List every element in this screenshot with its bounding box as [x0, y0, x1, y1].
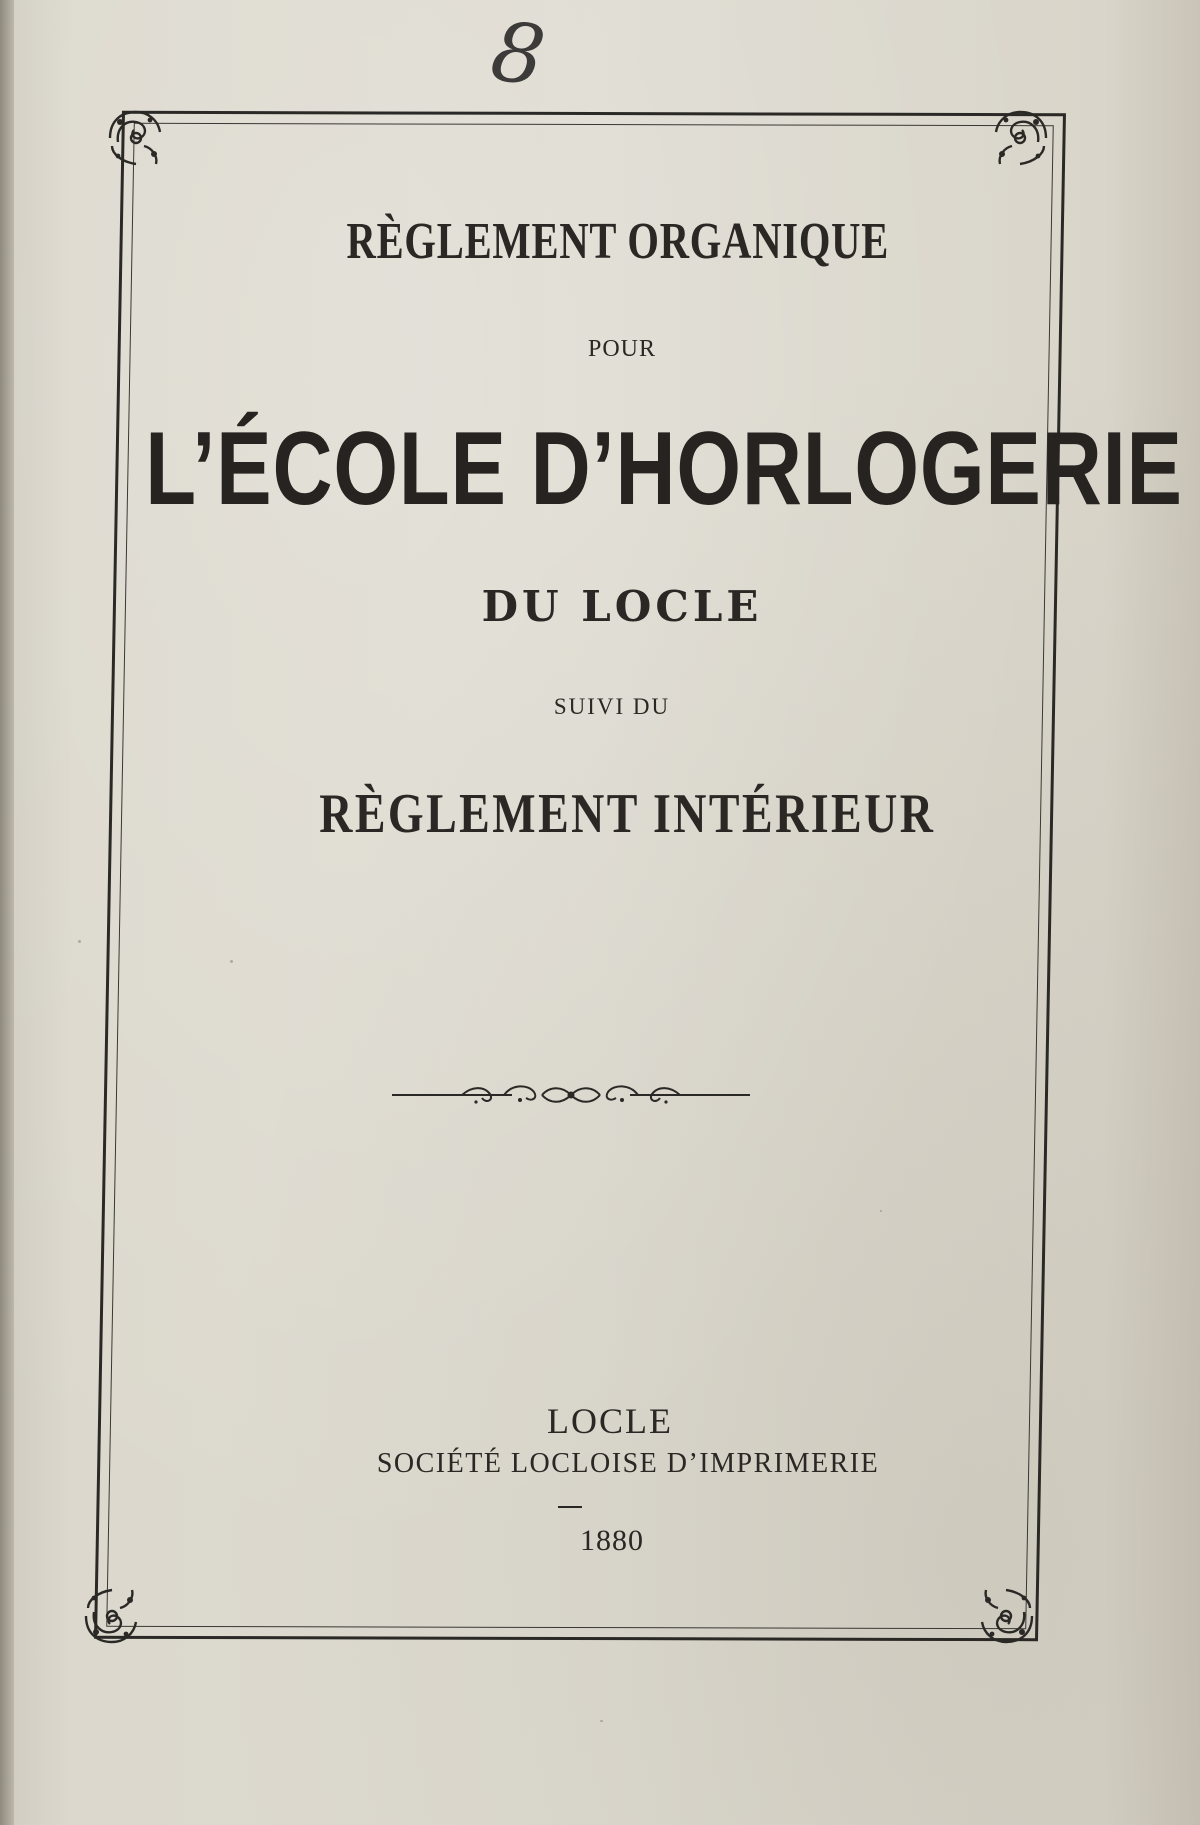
divider-ornament-icon [392, 1080, 750, 1110]
paper-speck [880, 1210, 882, 1212]
corner-ornament-icon [984, 102, 1056, 174]
corner-ornament-icon [76, 1580, 148, 1652]
imprint-printer: SOCIÉTÉ LOCLOISE D’IMPRIMERIE [376, 1448, 880, 1479]
title-line-reglement-organique: RÈGLEMENT ORGANIQUE [346, 213, 890, 270]
corner-ornament-icon [970, 1580, 1042, 1652]
imprint-dash-rule [558, 1506, 582, 1508]
title-line-suivi-du: SUIVI DU [553, 694, 671, 719]
imprint-city: LOCLE [547, 1401, 673, 1441]
title-line-pour: POUR [587, 336, 657, 362]
title-line-ecole-horlogerie: L’ÉCOLE D’HORLOGERIE [145, 411, 1183, 527]
paper-speck [230, 960, 233, 963]
imprint-year: 1880 [580, 1524, 644, 1557]
paper-speck [78, 940, 81, 943]
corner-ornament-icon [100, 102, 172, 174]
handwritten-shelf-number: 8 [485, 3, 551, 106]
title-line-du-locle: DU LOCLE [481, 582, 763, 631]
title-line-reglement-interieur: RÈGLEMENT INTÉRIEUR [319, 783, 936, 845]
paper-speck [600, 1720, 603, 1722]
